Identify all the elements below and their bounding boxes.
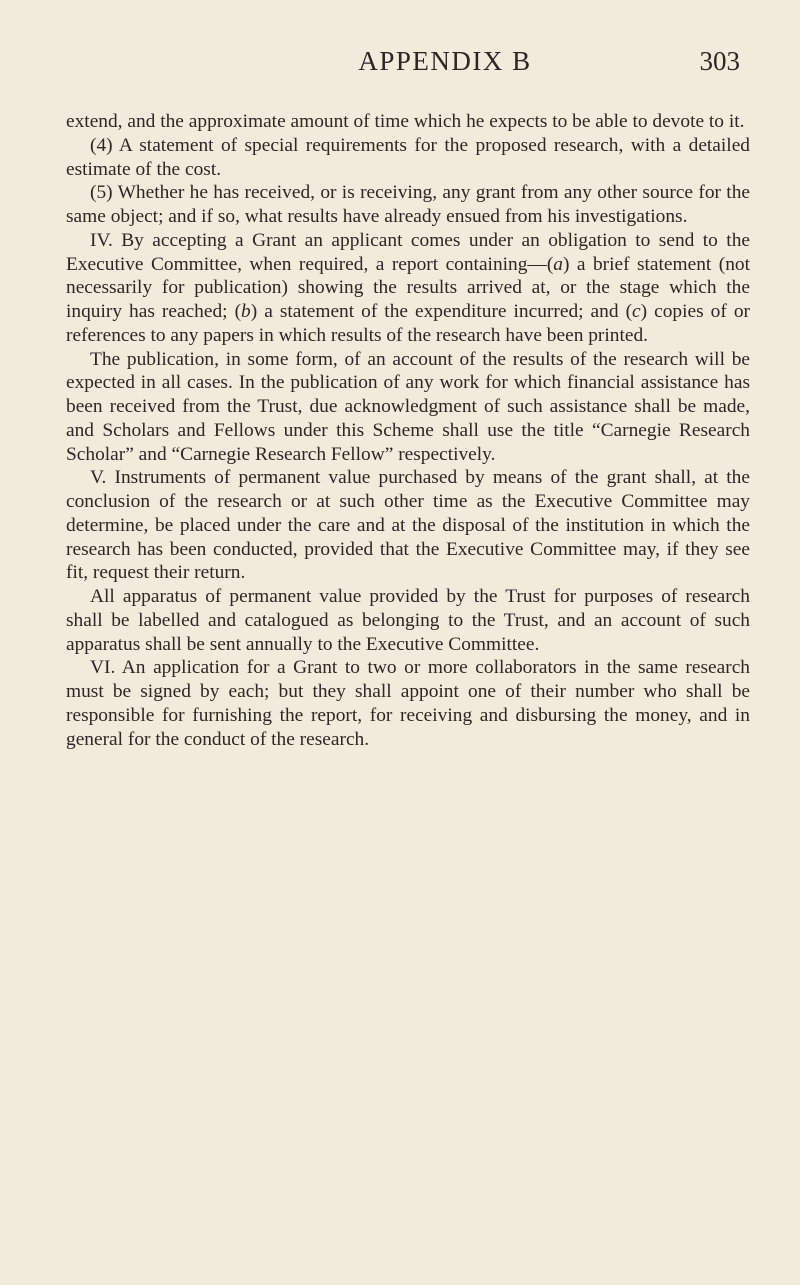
paragraph-section-iv: IV. By accepting a Grant an applicant comes under an obligation to send to the Executive Committee, when required, a report containing—(a) a brief statement (not necessarily for publication) showing the results arrived at, or the stage which the inquiry has reached; (b) a statement of the expenditure incurred; and (c) copies of or references to any papers in which results of the research have been printed. <box>66 229 750 346</box>
body-text <box>66 110 750 751</box>
paragraph-publication: The publication, in some form, of an account of the results of the research will be expected in all cases. In the publication of any work for which financial assistance has been received from the Trust, due acknowledgment of such assistance shall be made, and Scholars and Fellows under this Scheme shall use the title “Carnegie Research Scholar” and “Carnegie Research Fellow” respectively. <box>66 348 750 465</box>
running-head <box>150 44 740 78</box>
paragraph-section-vi: VI. An application for a Grant to two or more collaborators in the same research must be signed by each; but they shall appoint one of their number who shall be responsible for furnishing the report, for receiving and disbursing the money, and in general for the conduct of the research. <box>66 657 750 750</box>
paragraph-apparatus: All apparatus of permanent value provided by the Trust for purposes of research shall be labelled and catalogued as belonging to the Trust, and an account of such apparatus shall be sent annually to the Executive Committee. <box>66 586 750 655</box>
paragraph-continuation: extend, and the approximate amount of time which he expects to be able to devote to it. <box>66 111 745 132</box>
paragraph-section-v: V. Instruments of permanent value purchased by means of the grant shall, at the conclusion of the research or at such other time as the Executive Committee may determine, be placed under the care and at the disposal of the institution in which the research has been conducted, provided that the Executive Committee may, if they see fit, request their return. <box>66 467 750 584</box>
paragraph-item-4: (4) A statement of special requirements for the proposed research, with a detailed estimate of the cost. <box>66 134 750 180</box>
paragraph-item-5: (5) Whether he has received, or is receiving, any grant from any other source for the same object; and if so, what results have already ensued from his investigations. <box>66 182 750 227</box>
running-title: APPENDIX B <box>358 46 532 76</box>
page-number: 303 <box>699 46 740 76</box>
